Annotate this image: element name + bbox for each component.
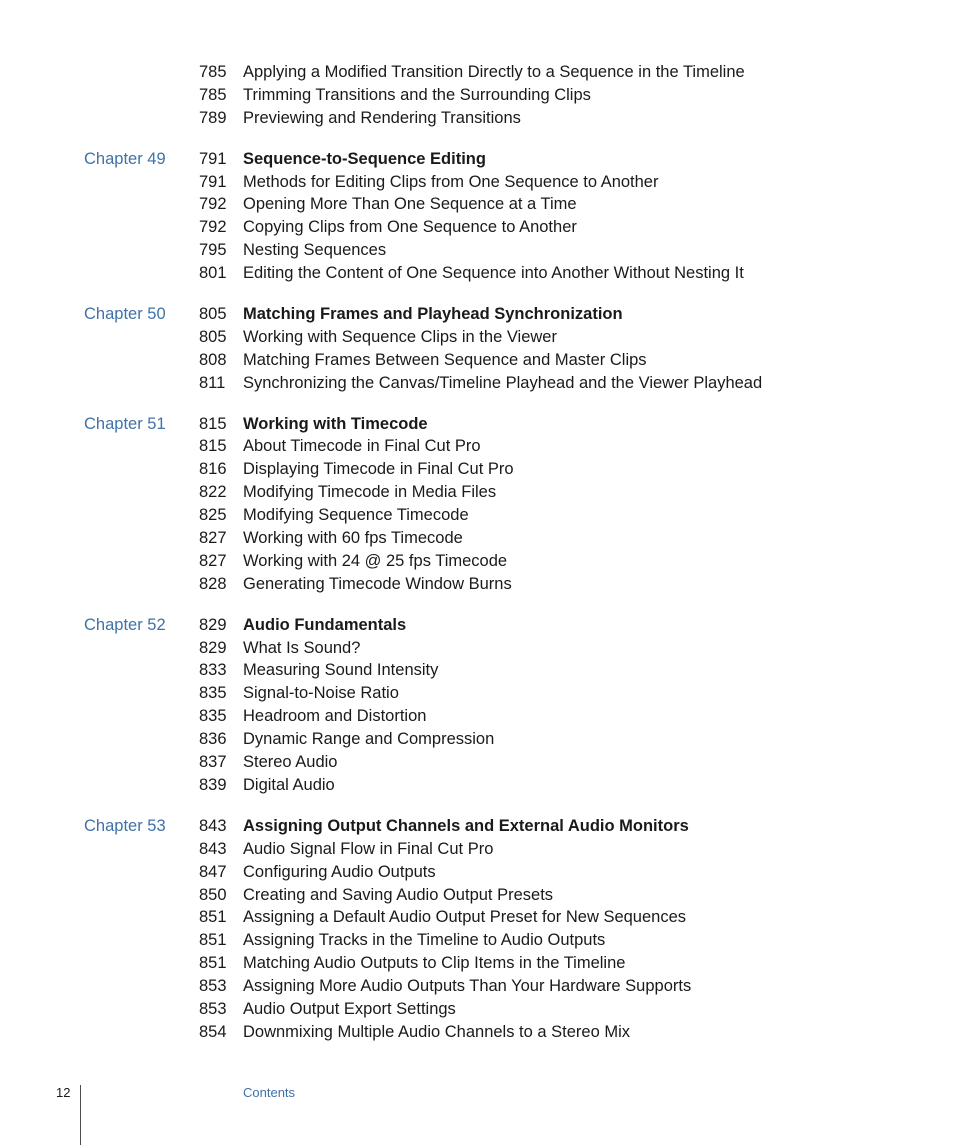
entry-title: Opening More Than One Sequence at a Time (243, 195, 577, 214)
page-number: 822 (199, 483, 227, 502)
entry-title: Modifying Timecode in Media Files (243, 483, 497, 502)
footer-section-label[interactable]: Contents (243, 1085, 296, 1100)
toc-entry[interactable] (0, 838, 954, 861)
chapter-block (0, 148, 954, 285)
entry-title: Audio Signal Flow in Final Cut Pro (243, 839, 494, 858)
page-number: 847 (199, 862, 227, 881)
entry-title: Stereo Audio (243, 753, 338, 772)
entry-title: Applying a Modified Transition Directly to a Sequence in the Timeline (243, 63, 745, 81)
entry-title: Working with 60 fps Timecode (243, 529, 463, 548)
page-number: 815 (199, 414, 227, 433)
chapter-label: Chapter 53 (84, 816, 166, 835)
page-number: 792 (199, 218, 227, 237)
page-number: 801 (199, 264, 227, 283)
toc-entry[interactable] (0, 861, 954, 884)
page-number: 785 (199, 85, 227, 104)
toc-entry[interactable] (0, 705, 954, 728)
entry-title: Copying Clips from One Sequence to Another (243, 218, 577, 237)
entry-title: Synchronizing the Canvas/Timeline Playhead and the Viewer Playhead (243, 373, 763, 392)
toc-entry[interactable] (0, 239, 954, 262)
entry-title: Displaying Timecode in Final Cut Pro (243, 460, 514, 479)
page-number: 789 (199, 108, 227, 127)
entry-title: About Timecode in Final Cut Pro (243, 437, 481, 456)
entry-title: Audio Output Export Settings (243, 999, 456, 1018)
footer-page-number: 12 (56, 1085, 71, 1100)
chapter-title: Sequence-to-Sequence Editing (243, 149, 486, 168)
chapter-heading-row[interactable] (0, 148, 954, 171)
entry-title: Creating and Saving Audio Output Presets (243, 885, 554, 904)
chapter-block (0, 413, 954, 596)
toc-entry[interactable] (0, 481, 954, 504)
entry-title: Dynamic Range and Compression (243, 730, 495, 749)
page-number: 853 (199, 977, 227, 996)
toc-entry[interactable] (0, 171, 954, 194)
page-number: 835 (199, 707, 227, 726)
chapter-heading-row[interactable] (0, 303, 954, 326)
chapter-label: Chapter 49 (84, 149, 166, 168)
page-number: 795 (199, 241, 227, 260)
chapter-heading-row[interactable] (0, 614, 954, 637)
chapter-label: Chapter 52 (84, 615, 166, 634)
page-number: 811 (199, 373, 226, 392)
chapter-block (0, 614, 954, 797)
toc-entry[interactable] (0, 998, 954, 1021)
page-number: 843 (199, 839, 227, 858)
page-number: 791 (199, 172, 227, 191)
entry-title: Assigning a Default Audio Output Preset for New Sequences (243, 908, 687, 927)
chapter-label: Chapter 50 (84, 305, 166, 324)
entry-title: Headroom and Distortion (243, 707, 427, 726)
page-number: 791 (199, 149, 227, 168)
toc-entry[interactable] (0, 326, 954, 349)
chapter-title: Audio Fundamentals (243, 615, 407, 634)
page-number: 805 (199, 327, 227, 346)
toc-entry[interactable] (0, 952, 954, 975)
entry-title: Measuring Sound Intensity (243, 661, 439, 680)
page-number: 839 (199, 775, 227, 794)
page-number: 837 (199, 753, 227, 772)
toc-entry[interactable] (0, 527, 954, 550)
page-number: 843 (199, 816, 227, 835)
table-of-contents (0, 61, 954, 1044)
entry-title: Matching Audio Outputs to Clip Items in the Timeline (243, 954, 626, 973)
toc-entry[interactable] (0, 458, 954, 481)
entry-title: Trimming Transitions and the Surrounding Clips (243, 85, 591, 104)
entry-title: Configuring Audio Outputs (243, 862, 436, 881)
chapter-block (0, 303, 954, 395)
footer-divider (80, 1085, 81, 1145)
toc-entry[interactable] (0, 550, 954, 573)
page-number: 850 (199, 885, 227, 904)
toc-entry[interactable] (0, 504, 954, 527)
entry-title: Assigning More Audio Outputs Than Your Hardware Supports (243, 977, 692, 996)
toc-entry[interactable] (0, 728, 954, 751)
toc-entry[interactable] (0, 372, 954, 395)
toc-entry[interactable] (0, 906, 954, 929)
toc-entry[interactable] (0, 84, 954, 107)
toc-entry[interactable] (0, 193, 954, 216)
page-number: 835 (199, 684, 227, 703)
toc-entry[interactable] (0, 637, 954, 660)
page-number: 829 (199, 638, 227, 657)
chapter-heading-row[interactable] (0, 413, 954, 436)
page-number: 816 (199, 460, 227, 479)
entry-title: Working with Sequence Clips in the Viewer (243, 327, 557, 346)
chapter-label: Chapter 51 (84, 414, 166, 433)
entry-title: Downmixing Multiple Audio Channels to a Stereo Mix (243, 1022, 631, 1041)
page-number: 805 (199, 305, 227, 324)
page-number: 833 (199, 661, 227, 680)
toc-entry[interactable] (0, 61, 954, 84)
page-number: 792 (199, 195, 227, 214)
entry-title: Modifying Sequence Timecode (243, 506, 469, 525)
toc-entry[interactable] (0, 349, 954, 372)
entry-title: What Is Sound? (243, 638, 361, 657)
page-number: 808 (199, 350, 227, 369)
toc-entry[interactable] (0, 929, 954, 952)
toc-entry[interactable] (0, 682, 954, 705)
toc-entry[interactable] (0, 884, 954, 907)
continued-entries (0, 61, 954, 130)
entry-title: Generating Timecode Window Burns (243, 574, 512, 593)
entry-title: Matching Frames Between Sequence and Master Clips (243, 350, 647, 369)
page-number: 828 (199, 574, 227, 593)
toc-entry[interactable] (0, 107, 954, 130)
page-number: 827 (199, 529, 227, 548)
page-number: 815 (199, 437, 227, 456)
chapter-title: Assigning Output Channels and External Audio Monitors (243, 816, 689, 835)
toc-entry[interactable] (0, 216, 954, 239)
entry-title: Assigning Tracks in the Timeline to Audio Outputs (243, 931, 606, 950)
toc-entry[interactable] (0, 435, 954, 458)
chapter-heading-row[interactable] (0, 815, 954, 838)
entry-title: Signal-to-Noise Ratio (243, 684, 399, 703)
entry-title: Nesting Sequences (243, 241, 387, 260)
page-number: 851 (199, 954, 227, 973)
chapter-block (0, 815, 954, 1044)
page-number: 829 (199, 615, 227, 634)
entry-title: Working with 24 @ 25 fps Timecode (243, 551, 508, 570)
entry-title: Previewing and Rendering Transitions (243, 108, 521, 127)
page-number: 825 (199, 506, 227, 525)
toc-entry[interactable] (0, 774, 954, 797)
page-number: 851 (199, 931, 227, 950)
toc-entry[interactable] (0, 751, 954, 774)
entry-title: Methods for Editing Clips from One Sequence to Another (243, 172, 659, 191)
page-number: 851 (199, 908, 227, 927)
page-number: 836 (199, 730, 227, 749)
page-number: 827 (199, 551, 227, 570)
chapter-title: Working with Timecode (243, 414, 428, 433)
toc-entry[interactable] (0, 262, 954, 285)
chapter-title: Matching Frames and Playhead Synchronization (243, 305, 623, 324)
page-number: 785 (199, 63, 227, 81)
entry-title: Digital Audio (243, 775, 335, 794)
toc-entry[interactable] (0, 659, 954, 682)
page-number: 853 (199, 999, 227, 1018)
toc-entry[interactable] (0, 573, 954, 596)
entry-title: Editing the Content of One Sequence into Another Without Nesting It (243, 264, 744, 283)
page-number: 854 (199, 1022, 227, 1041)
toc-entry[interactable] (0, 1021, 954, 1044)
toc-entry[interactable] (0, 975, 954, 998)
